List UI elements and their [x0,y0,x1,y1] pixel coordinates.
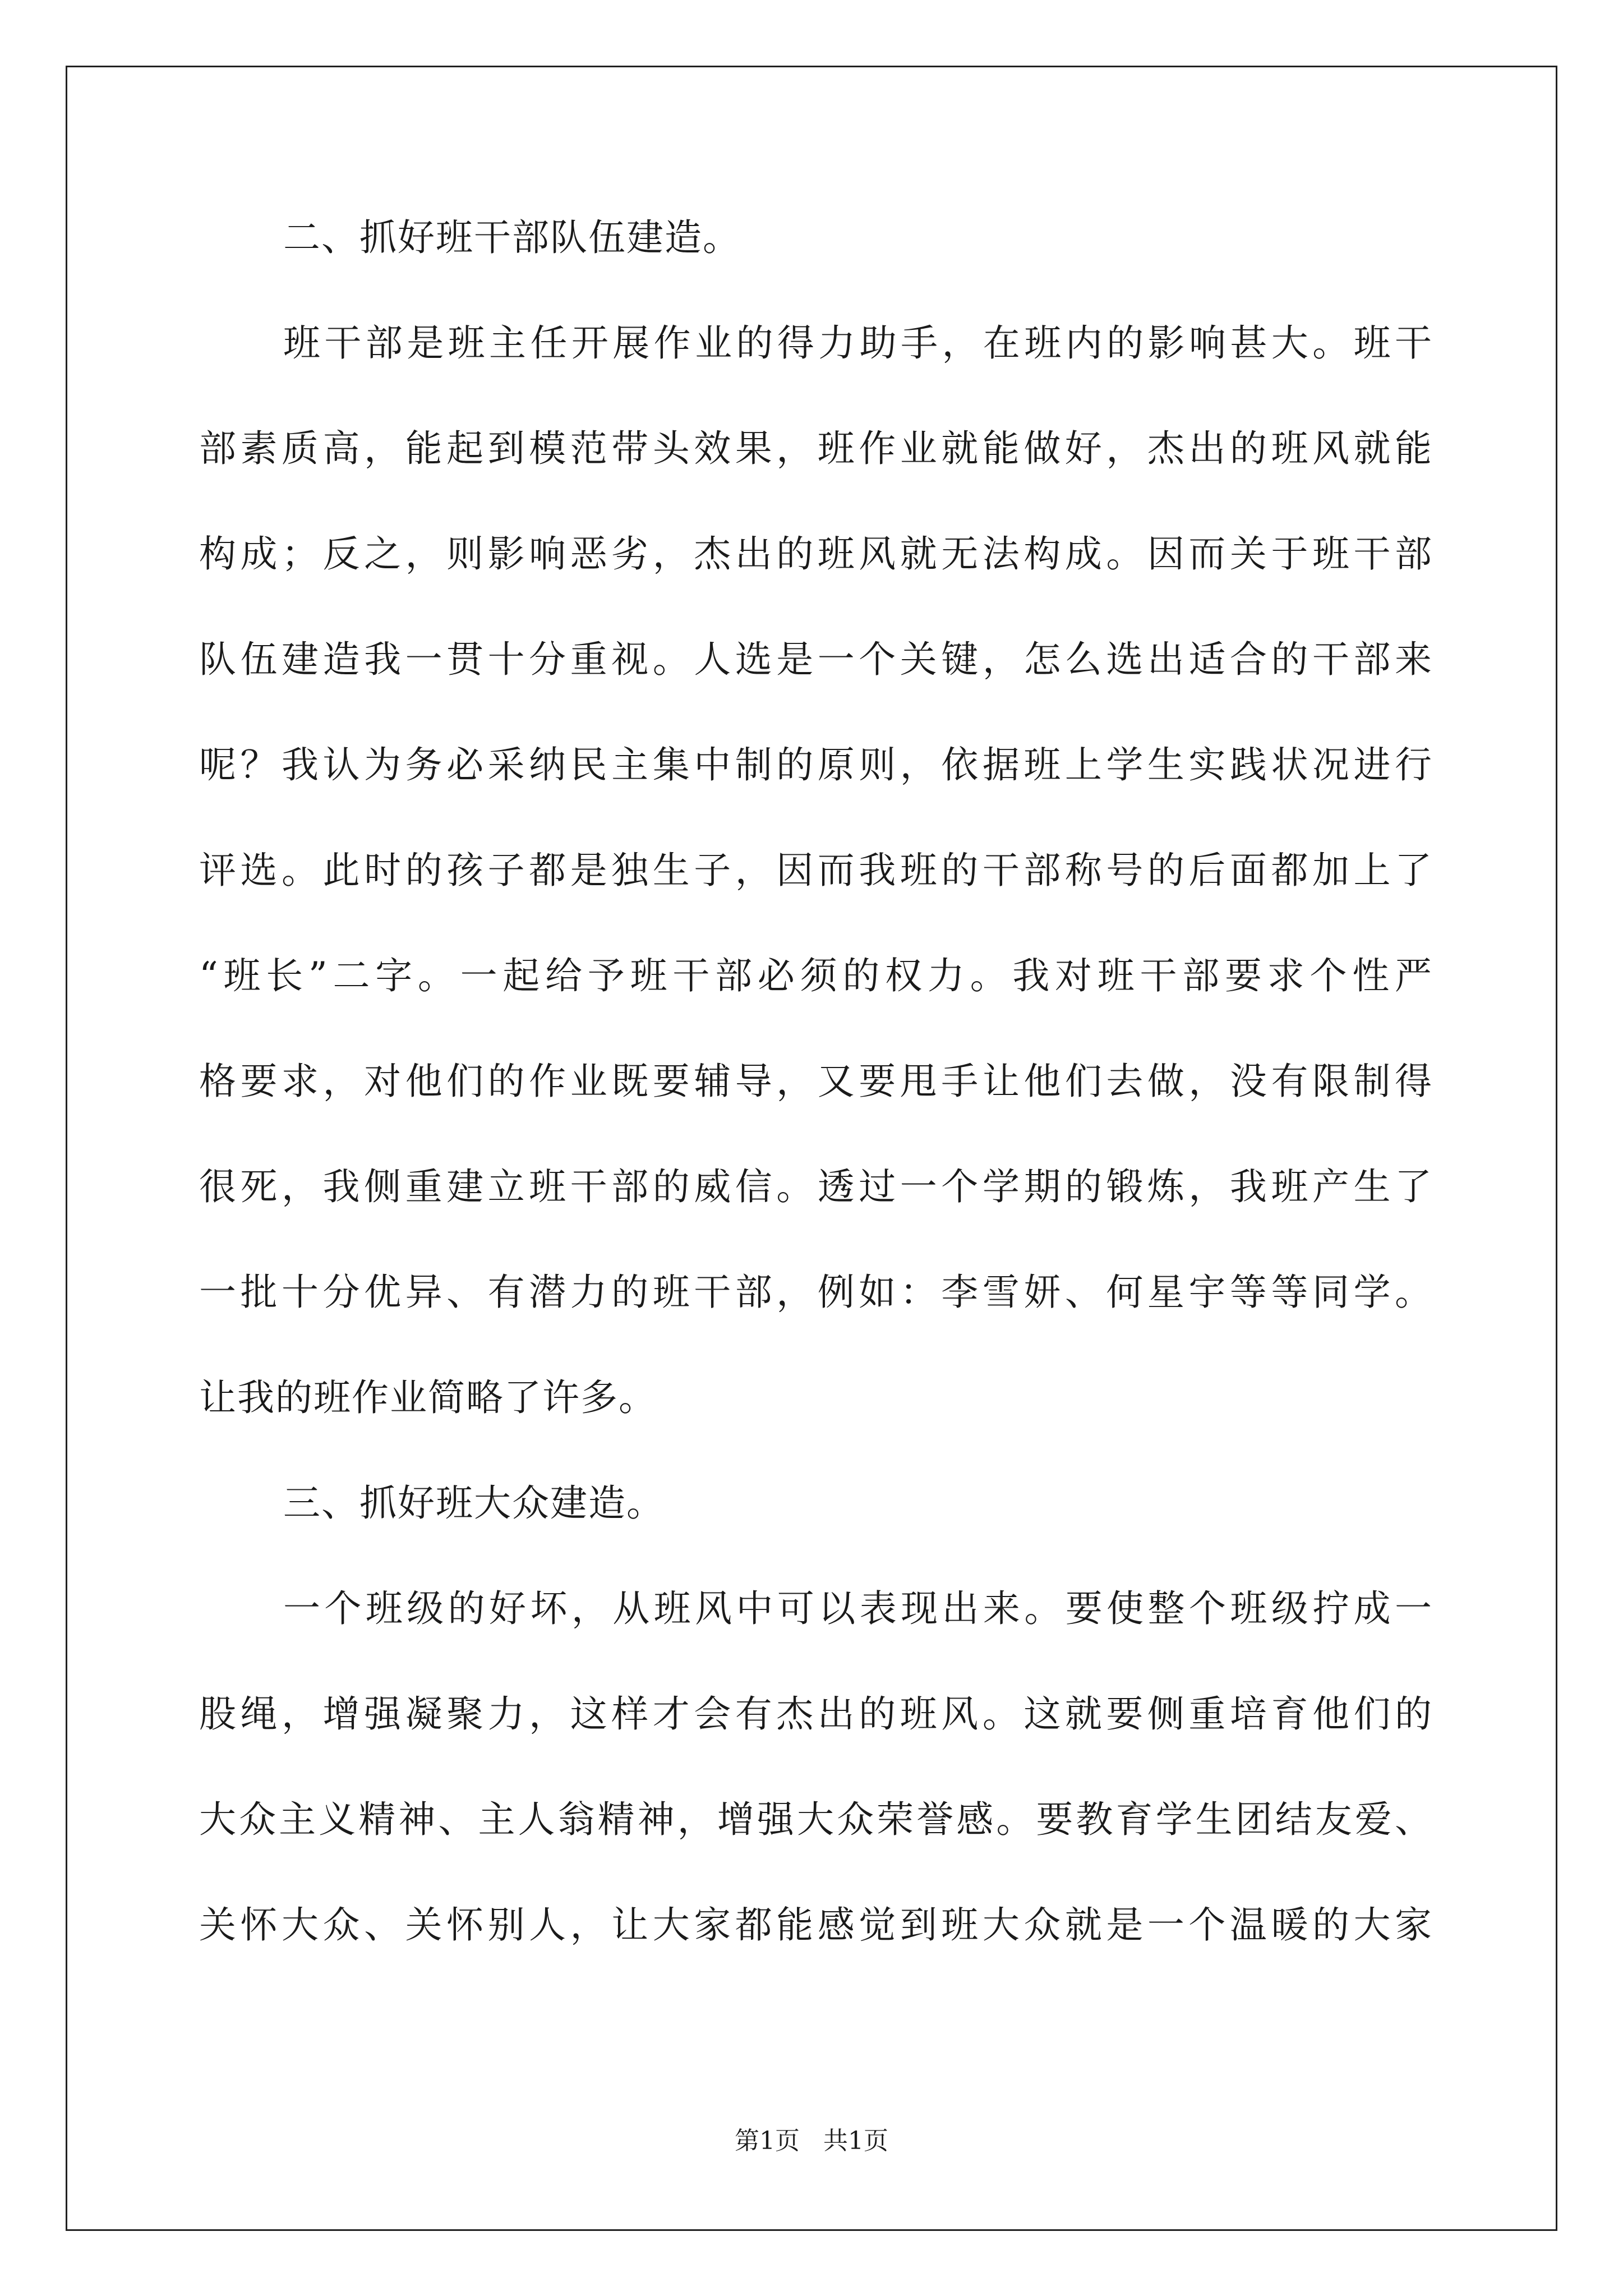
paragraph-line: 队伍建造我一贯十分重视。人选是一个关键，怎么选出适合的干部来 [199,638,1433,681]
section-heading: 三、抓好班大众建造。 [283,1481,665,1525]
page-number: 第1页 [735,2127,800,2155]
page-footer [0,2120,1623,2156]
paragraph-line: 大众主义精神、主人翁精神，增强大众荣誉感。要教育学生团结友爱、 [199,1798,1433,1841]
paragraph-line: 班干部是班主任开展作业的得力助手，在班内的影响甚大。班干 [283,321,1433,365]
paragraph-line: 呢？我认为务必采纳民主集中制的原则，依据班上学生实践状况进行 [199,743,1433,786]
paragraph-line: 关怀大众、关怀别人，让大家都能感觉到班大众就是一个温暖的大家 [199,1903,1433,1947]
paragraph-line: 部素质高，能起到模范带头效果，班作业就能做好，杰出的班风就能 [199,427,1433,470]
paragraph-line: 一批十分优异、有潜力的班干部，例如：李雪妍、何星宇等等同学。 [199,1271,1433,1314]
section-heading: 二、抓好班干部队伍建造。 [283,216,741,259]
paragraph-line: 股绳，增强凝聚力，这样才会有杰出的班风。这就要侧重培育他们的 [199,1692,1433,1736]
paragraph-line: 评选。此时的孩子都是独生子，因而我班的干部称号的后面都加上了 [199,849,1433,892]
paragraph-line: 很死，我侧重建立班干部的威信。透过一个学期的锻炼，我班产生了 [199,1165,1433,1208]
paragraph-line: “班长”二字。一起给予班干部必须的权力。我对班干部要求个性严 [199,954,1433,997]
paragraph-line: 构成；反之，则影响恶劣，杰出的班风就无法构成。因而关于班干部 [199,532,1433,576]
document-body [199,185,1433,1978]
page-total: 共1页 [823,2127,888,2155]
paragraph-line: 让我的班作业简略了许多。 [199,1376,657,1419]
paragraph-line: 格要求，对他们的作业既要辅导，又要甩手让他们去做，没有限制得 [199,1060,1433,1103]
paragraph-line: 一个班级的好坏，从班风中可以表现出来。要使整个班级拧成一 [283,1587,1433,1630]
